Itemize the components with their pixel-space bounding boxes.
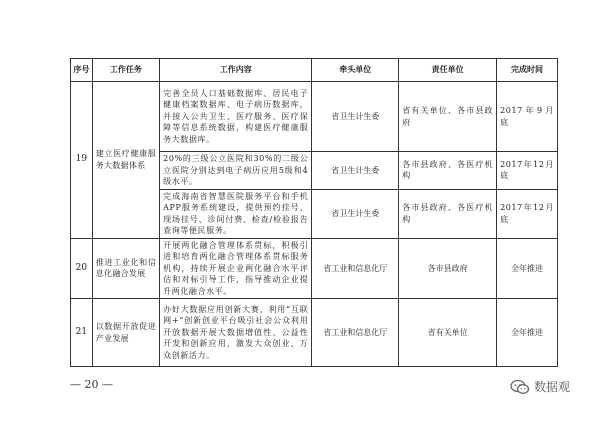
row-time: 全年推进 bbox=[497, 299, 558, 367]
row-number: 20 bbox=[71, 238, 93, 299]
header-content: 工作内容 bbox=[160, 59, 312, 82]
row-task: 推进工业化和信息化融合发展 bbox=[92, 238, 159, 299]
row-resp: 省有关单位 bbox=[399, 299, 497, 367]
row-time: 2017年12月底 bbox=[497, 189, 558, 238]
row-task: 以数据开放促进产业发展 bbox=[92, 299, 159, 367]
task-table bbox=[70, 58, 558, 367]
row-lead: 省工业和信息化厅 bbox=[312, 238, 399, 299]
row-content: 完善全员人口基础数据库、居民电子健康档案数据库、电子病历数据库，并接入公共卫生、医疗服务、医疗保障等信息系统数据，构建医疗健康服务大数据库。 bbox=[160, 82, 312, 152]
row-task: 建立医疗健康服务大数据体系 bbox=[92, 82, 159, 239]
row-resp: 各市县政府、各医疗机构 bbox=[399, 189, 497, 238]
table-row bbox=[71, 238, 558, 299]
header-no: 序号 bbox=[71, 59, 93, 82]
row-content: 开展两化融合管理体系贯标，积极引进和培育两化融合管理体系贯标服务机构，持续开展企业两化融合水平评估和对标引导工作，指导推动企业提升两化融合水平。 bbox=[160, 238, 312, 299]
table-row bbox=[71, 82, 558, 152]
row-content: 办好大数据应用创新大赛，利用“互联网+”创新创业平台吸引社会公众利用开放数据开展大数据增值性、公益性开发和创新应用，激发大众创业、万众创新活力。 bbox=[160, 299, 312, 367]
row-time: 2017年12月底 bbox=[497, 152, 558, 190]
row-time: 全年推进 bbox=[497, 238, 558, 299]
watermark bbox=[510, 378, 570, 395]
row-lead: 省工业和信息化厅 bbox=[312, 299, 399, 367]
page-number: — 20 — bbox=[70, 378, 113, 391]
row-number: 19 bbox=[71, 82, 93, 239]
row-resp: 各市县政府 bbox=[399, 238, 497, 299]
row-resp: 各市县政府、各医疗机构 bbox=[399, 152, 497, 190]
row-lead: 省卫生计生委 bbox=[312, 189, 399, 238]
row-resp: 省有关单位、各市县政府 bbox=[399, 82, 497, 152]
header-time: 完成时间 bbox=[497, 59, 558, 82]
row-number: 21 bbox=[71, 299, 93, 367]
row-content: 20%的三级公立医院和30%的二级公立医院分别达到电子病历应用5级和4级水平。 bbox=[160, 152, 312, 190]
header-task: 工作任务 bbox=[92, 59, 159, 82]
row-content: 完成海南省智慧医院服务平台和手机APP服务系统建设，提供预约挂号、现场挂号、诊间付费、检查/检验报告查询等便民服务。 bbox=[160, 189, 312, 238]
watermark-text: 数据观 bbox=[534, 380, 571, 394]
header-resp: 责任单位 bbox=[399, 59, 497, 82]
wechat-icon bbox=[510, 379, 530, 395]
row-lead: 省卫生计生委 bbox=[312, 82, 399, 152]
row-time: 2017年9月底 bbox=[497, 82, 558, 152]
row-lead: 省卫生计生委 bbox=[312, 152, 399, 190]
table-row bbox=[71, 299, 558, 367]
table-header-row bbox=[71, 59, 558, 82]
header-lead: 牵头单位 bbox=[312, 59, 399, 82]
